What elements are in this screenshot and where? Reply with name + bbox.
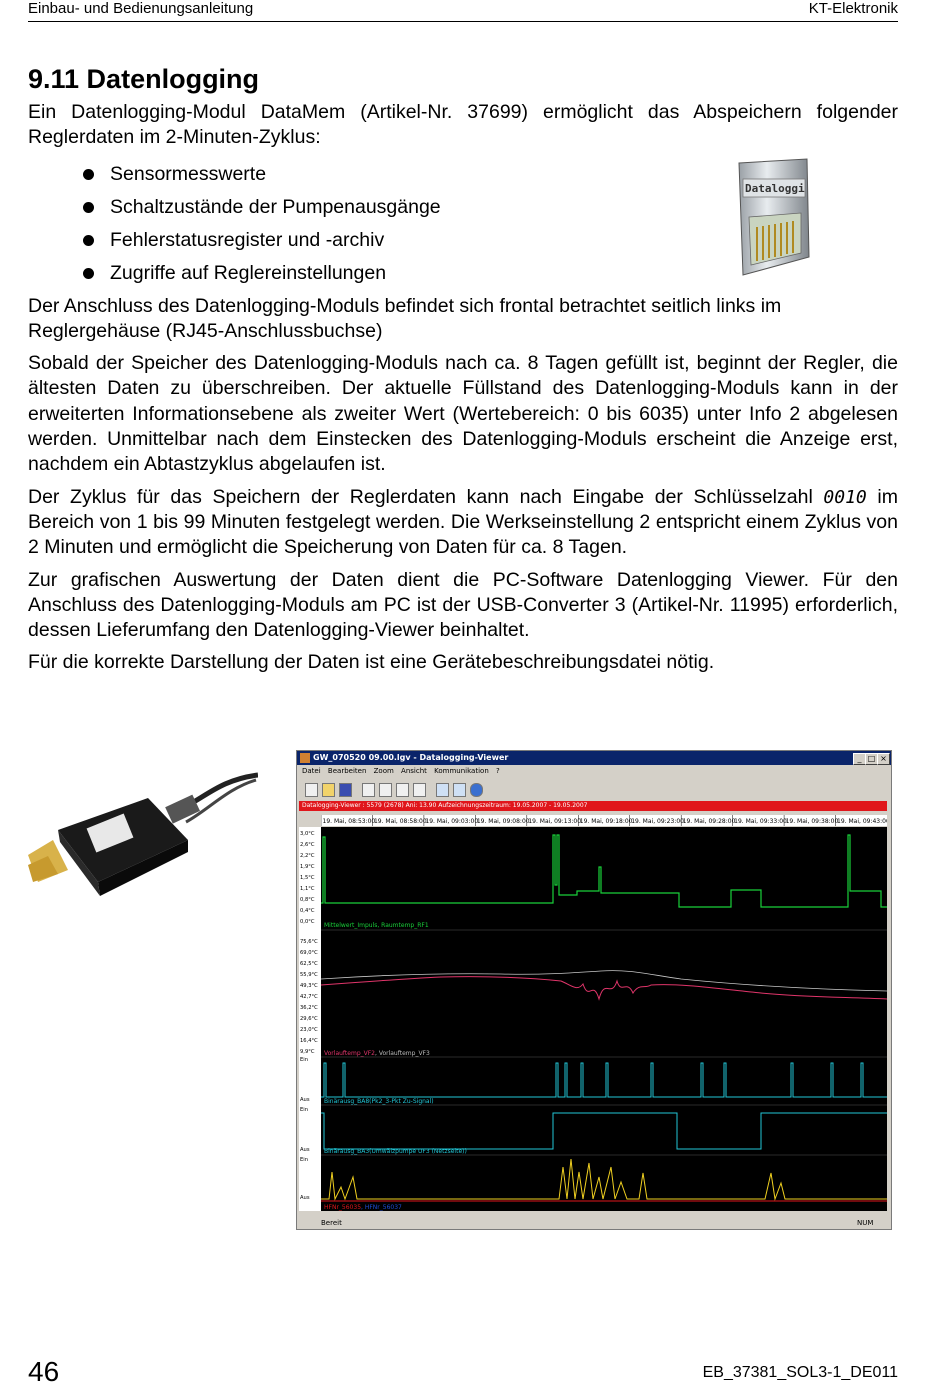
y-tick-label: 3,0°C (300, 831, 315, 837)
series-label-5b: , HFNr_56037 (361, 1204, 402, 1211)
open-icon[interactable] (322, 783, 335, 797)
maximize-icon[interactable]: □ (865, 753, 878, 765)
connection-paragraph: Der Anschluss des Datenlogging-Moduls befindet sich frontal betrachtet seitlich links im Reglergehäuse (RJ45-Anschlussbuchse) (28, 294, 782, 342)
series-binaer-ba3 (321, 1113, 887, 1149)
num-indicator: NUM (857, 1219, 874, 1227)
app-icon (300, 753, 310, 763)
copy-icon[interactable] (379, 783, 392, 797)
y-tick-label: 9,9°C (300, 1049, 315, 1055)
usb-converter-image (28, 770, 258, 920)
series-label-3: Binärausg_BA8(Pk2_3-Pkt Zu-Signal) (324, 1098, 434, 1105)
svg-text:Vorlauftemp_VF2, Vorlauftemp_V (324, 1050, 430, 1057)
menu-bar (297, 765, 891, 777)
chart-area (321, 827, 887, 1211)
header-right: KT-Elektronik (808, 0, 898, 17)
plug-label: Dataloggi (745, 182, 805, 195)
y-tick-label: 23,0°C (300, 1027, 318, 1033)
paste-icon[interactable] (396, 783, 409, 797)
y-tick-label: 2,2°C (300, 853, 315, 859)
datalogging-viewer-window (296, 750, 892, 1230)
y-tick-label: 1,9°C (300, 864, 315, 870)
y-tick-label: Ein (300, 1107, 309, 1113)
y-tick-label: Ein (300, 1057, 309, 1063)
section-content (28, 62, 898, 683)
menu-zoom[interactable]: Zoom (373, 767, 394, 775)
page-header (28, 0, 898, 22)
save-icon[interactable] (339, 783, 352, 797)
time-tick-label: 19. Mai, 09:08:00 (476, 818, 530, 825)
y-tick-label: 36,2°C (300, 1005, 318, 1011)
menu-help[interactable]: ? (495, 767, 500, 775)
key-code: 0010 (823, 486, 867, 508)
page-number: 46 (28, 1356, 60, 1387)
time-tick-label: 19. Mai, 09:23:00 (631, 818, 684, 825)
time-tick-label: 19. Mai, 08:53:00 (322, 818, 376, 825)
document-id: EB_37381_SOL3-1_DE011 (702, 1364, 898, 1381)
list-item: Sensormesswerte (28, 158, 898, 191)
series-binaer-ba8 (321, 1063, 887, 1097)
status-bar (297, 1217, 891, 1229)
memory-paragraph: Sobald der Speicher des Datenlogging-Moduls nach ca. 8 Tagen gefüllt ist, beginnt der Regler, die ältesten Daten zu überschreiben. Der aktuelle Füllstand des Datenlogging-Moduls kann in der erweiterten Informationsebene als zweiter Wert (Wertebereich: 0 bis 6035) unter Info 2 abgelesen werden. Unmittelbar nach dem Einstecken des Datenlogging-Moduls erscheint die Anzeige erst, nachdem ein Abtastzyklus abgelaufen ist. (28, 352, 898, 476)
y-tick-label: 75,6°C (300, 939, 318, 945)
y-tick-label: 2,6°C (300, 842, 315, 848)
toolbar (297, 778, 891, 800)
series-vorlauftemp-vf3 (321, 971, 887, 991)
section-title: 9.11 Datenlogging (28, 64, 260, 94)
print-icon[interactable] (413, 783, 426, 797)
menu-communication[interactable]: Kommunikation (434, 767, 489, 775)
y-axis-svg (299, 827, 321, 1211)
series-label-2a: Vorlauftemp_VF2 (324, 1050, 375, 1057)
time-tick-label: 19. Mai, 09:38:00 (785, 818, 839, 825)
y-tick-label: 42,7°C (300, 994, 318, 1000)
series-label-5a: HFNr_56035 (324, 1204, 362, 1211)
menu-file[interactable]: Datei (302, 767, 321, 775)
zoom-in-icon[interactable] (436, 783, 449, 797)
window-title: GW_070520 09.00.lgv - Datalogging-Viewer (313, 753, 509, 762)
time-tick-label: 19. Mai, 09:03:00 (425, 818, 479, 825)
datamem-plug-image (735, 157, 811, 279)
header-left: Einbau- und Bedienungsanleitung (28, 0, 254, 17)
list-item: Fehlerstatusregister und -archiv (28, 224, 898, 257)
y-axis (299, 827, 321, 1211)
help-icon[interactable] (470, 783, 483, 797)
list-item: Zugriffe auf Reglereinstellungen (28, 257, 898, 290)
y-tick-label: Aus (300, 1147, 310, 1153)
cut-icon[interactable] (362, 783, 375, 797)
device-file-paragraph: Für die korrekte Darstellung der Daten ist eine Gerätebeschreibungsdatei nötig. (28, 651, 715, 674)
y-tick-label: Aus (300, 1097, 310, 1103)
y-tick-label: 55,9°C (300, 972, 318, 978)
new-icon[interactable] (305, 783, 318, 797)
series-raumtemp-pulse (321, 835, 887, 907)
time-tick-label: 19. Mai, 08:58:00 (373, 818, 427, 825)
series-label-2b: , Vorlauftemp_VF3 (375, 1050, 430, 1057)
y-tick-label: 0,4°C (300, 908, 315, 914)
menu-edit[interactable]: Bearbeiten (327, 767, 367, 775)
y-tick-label: 1,5°C (300, 875, 315, 881)
y-tick-label: 0,8°C (300, 897, 315, 903)
status-text: Bereit (321, 1219, 342, 1227)
series-label-4: Binärausg_BA3(Umwälzpumpe UF3 (Netzseite)) (324, 1148, 467, 1155)
y-tick-label: 29,6°C (300, 1016, 318, 1022)
minimize-icon[interactable]: _ (853, 753, 866, 765)
y-tick-label: Aus (300, 1195, 310, 1201)
title-bar (297, 751, 891, 765)
y-tick-label: 0,0°C (300, 919, 315, 925)
y-tick-label: Ein (300, 1157, 309, 1163)
y-tick-label: 16,4°C (300, 1038, 318, 1044)
y-tick-label: 49,3°C (300, 983, 318, 989)
intro-paragraph: Ein Datenlogging-Modul DataMem (Artikel-Nr. 37699) ermöglicht das Abspeichern folgender Reglerdaten im 2-Minuten-Zyklus: (28, 101, 898, 149)
y-tick-label: 1,1°C (300, 886, 315, 892)
time-tick-label: 19. Mai, 09:43:00 (837, 818, 887, 825)
time-tick-label: 19. Mai, 09:33:00 (734, 818, 787, 825)
y-tick-label: 62,5°C (300, 961, 318, 967)
zoom-out-icon[interactable] (453, 783, 466, 797)
series-hfnr-56035 (321, 1159, 887, 1199)
menu-view[interactable]: Ansicht (401, 767, 427, 775)
list-item: Schaltzustände der Pumpenausgänge (28, 191, 898, 224)
time-axis-svg (321, 815, 887, 826)
time-tick-label: 19. Mai, 09:13:00 (528, 818, 582, 825)
time-tick-label: 19. Mai, 09:18:00 (579, 818, 633, 825)
chart-svg (321, 827, 887, 1211)
info-bar: Datalogging-Viewer : 5579 (2678) Ani: 13.90 Aufzeichnungszeitraum: 19.05.2007 - 19.05.2007 (299, 801, 887, 811)
close-icon[interactable]: × (877, 753, 890, 765)
time-axis (321, 815, 887, 826)
svg-text:HFNr_56035, HFNr_56037 (324, 1204, 402, 1211)
series-label-1: Mittelwert_Impuls, Raumtemp_RF1 (324, 922, 429, 929)
software-paragraph: Zur grafischen Auswertung der Daten dient die PC-Software Datenlogging Viewer. Für den Anschluss des Datenlogging-Moduls am PC ist der USB-Converter 3 (Artikel-Nr. 11995) erforderlich, dessen Lieferumfang den Datenlogging-Viewer beinhaltet. (28, 568, 898, 642)
time-tick-label: 19. Mai, 09:28:00 (682, 818, 736, 825)
y-tick-label: 69,0°C (300, 950, 318, 956)
cycle-paragraph: Der Zyklus für das Speichern der Reglerdaten kann nach Eingabe der Schlüsselzahl 0010 im Bereich von 1 bis 99 Minuten festgelegt werden. Die Werkseinstellung 2 entspricht einem Zyklus von 2 Minuten und ermöglicht die Speicherung von Daten für ca. 8 Tagen. (28, 485, 898, 559)
